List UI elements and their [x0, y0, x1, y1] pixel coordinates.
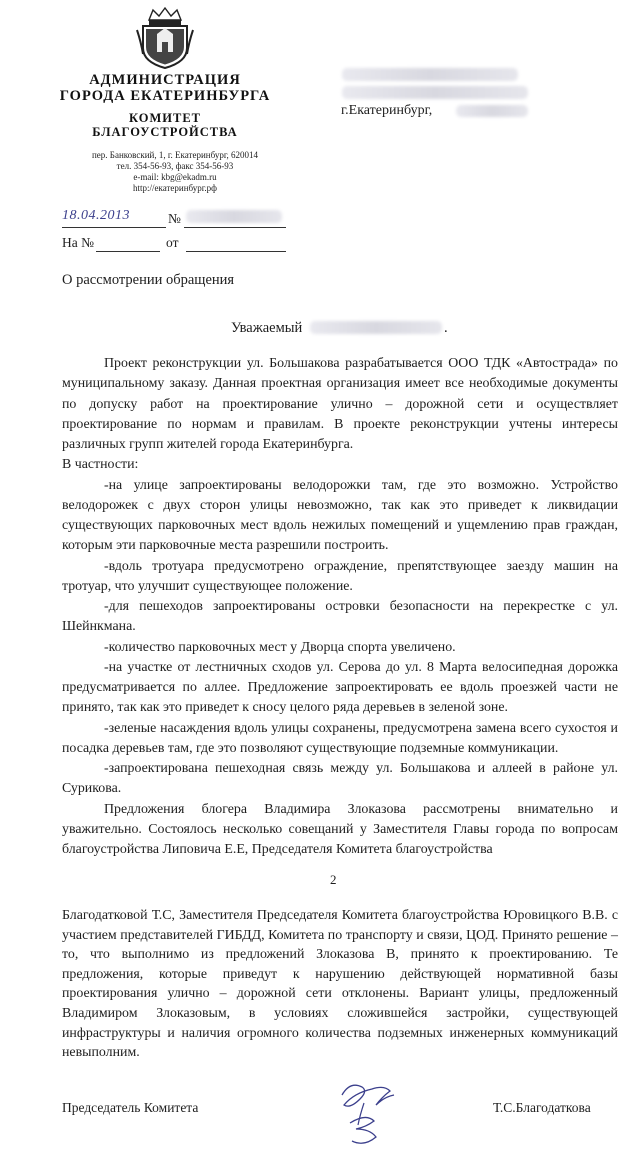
letter-subject: О рассмотрении обращения [62, 272, 235, 288]
redacted-outgoing-number [186, 210, 282, 223]
date-underline [62, 227, 166, 228]
salutation-text: Уважаемый [231, 320, 303, 336]
redacted-date [456, 105, 528, 117]
registration-date: 18.04.2013 [62, 208, 130, 223]
list-item-fence: -вдоль тротуара предусмотрено ограждение, препятствующее заезду машин на тротуар, что улучшит существующее положение. [62, 558, 618, 594]
paragraph-in-particular: В частности: [62, 457, 139, 473]
paragraph-intro: Проект реконструкции ул. Большакова разрабатывается ООО ТДК «Автострада» по муниципальному заказу. Данная проектная организация имеет все необходимые документы по допуску работ на проектирование улично – дорожной сети и осуществляет проектирование по нормам и правилам. В проекте реконструкции учтены интересы различных групп жителей города Екатеринбурга. [62, 356, 618, 452]
number-underline [184, 227, 286, 228]
number-label: № [168, 211, 181, 226]
list-item-parking: -количество парковочных мест у Дворца спорта увеличено. [104, 639, 456, 655]
city-label: г.Екатеринбург, [341, 103, 433, 118]
letterhead-phone: тел. 354-56-93, факс 354-56-93 [116, 161, 234, 171]
city-coat-of-arms-icon [135, 6, 195, 70]
signatory-role: Председатель Комитета [62, 1100, 199, 1115]
list-item-safety-islands: -для пешеходов запроектированы островки безопасности на перекрестке с ул. Шейнкмана. [62, 599, 618, 635]
redacted-addressee-name [310, 321, 442, 334]
list-item-bike-lanes: -на улице запроектированы велодорожки там, где это возможно. Устройство велодорожек с двух сторон улицы невозможно, так как это приведет к ликвидации существующих парковочных мест вдоль нежилых помещений и ущемлению прав граждан, которым эти парковочные места разрешили построить. [62, 477, 618, 554]
reference-date-line [186, 251, 286, 252]
salutation-period: . [444, 320, 448, 336]
page-number: 2 [330, 872, 337, 887]
list-item-alley-bike-path: -на участке от лестничных сходов ул. Серова до ул. 8 Марта велосипедная дорожка предусматривается по аллее. Предложение запроектировать ее вдоль проезжей части не принято, так как это приведет к сносу целого ряда деревьев в зеленой зоне. [62, 659, 618, 716]
signatory-name: Т.С.Благодаткова [493, 1100, 591, 1115]
letterhead-address: пер. Банковский, 1, г. Екатеринбург, 620014 [91, 150, 259, 160]
list-item-pedestrian-link: -запроектирована пешеходная связь между ул. Большакова и аллеей в районе ул. Сурикова. [62, 761, 618, 797]
letter-body-page-2 [62, 906, 618, 1063]
letterhead-line-2: ГОРОДА ЕКАТЕРИНБУРГА [59, 88, 271, 104]
redacted-recipient-line-2 [342, 86, 528, 99]
handwritten-signature [320, 1075, 410, 1150]
letter-body-page-1 [62, 354, 618, 860]
list-item-green-spaces: -зеленые насаждения вдоль улицы сохранены, предусмотрена замена всего сухостоя и посадка деревьев там, где это позволяют существующие подземные коммуникации. [62, 720, 618, 756]
paragraph-decision: Благодатковой Т.С, Заместителя Председателя Комитета благоустройства Юровицкого В.В. с участием представителей ГИБДД, Комитета по транспорту и связи, ЦОД. Принято решение – то, что выполнимо из предложений Злоказова В, принято к проектированию. Те предложения, которые приведут к нарушению действующей нормативной базы проектирования улично – дорожной сети отклонены. Вариант улицы, предложенный Владимиром Злоказовым, в условиях сложившейся застройки, существующей инфраструктуры и наличия огромного количества подземных инженерных коммуникаций невыполним. [62, 908, 618, 1061]
letterhead-line-3: КОМИТЕТ [128, 111, 201, 125]
letterhead-email: e-mail: kbg@ekadm.ru [133, 172, 217, 182]
letterhead-website: http://екатеринбург.рф [132, 183, 218, 193]
salutation [231, 320, 302, 337]
reference-from-label: от [166, 235, 179, 250]
reference-number-line [96, 251, 160, 252]
reference-number-label: На № [62, 235, 94, 250]
letterhead-line-4: БЛАГОУСТРОЙСТВА [92, 125, 238, 139]
paragraph-blogger-proposals: Предложения блогера Владимира Злоказова рассмотрены внимательно и уважительно. Состоялось несколько совещаний у Заместителя Главы города по вопросам благоустройства Липовича Е.Е, Председателя Комитета благоустройства [62, 801, 618, 857]
redacted-recipient-line-1 [342, 68, 518, 81]
letterhead-line-1: АДМИНИСТРАЦИЯ [89, 72, 241, 88]
